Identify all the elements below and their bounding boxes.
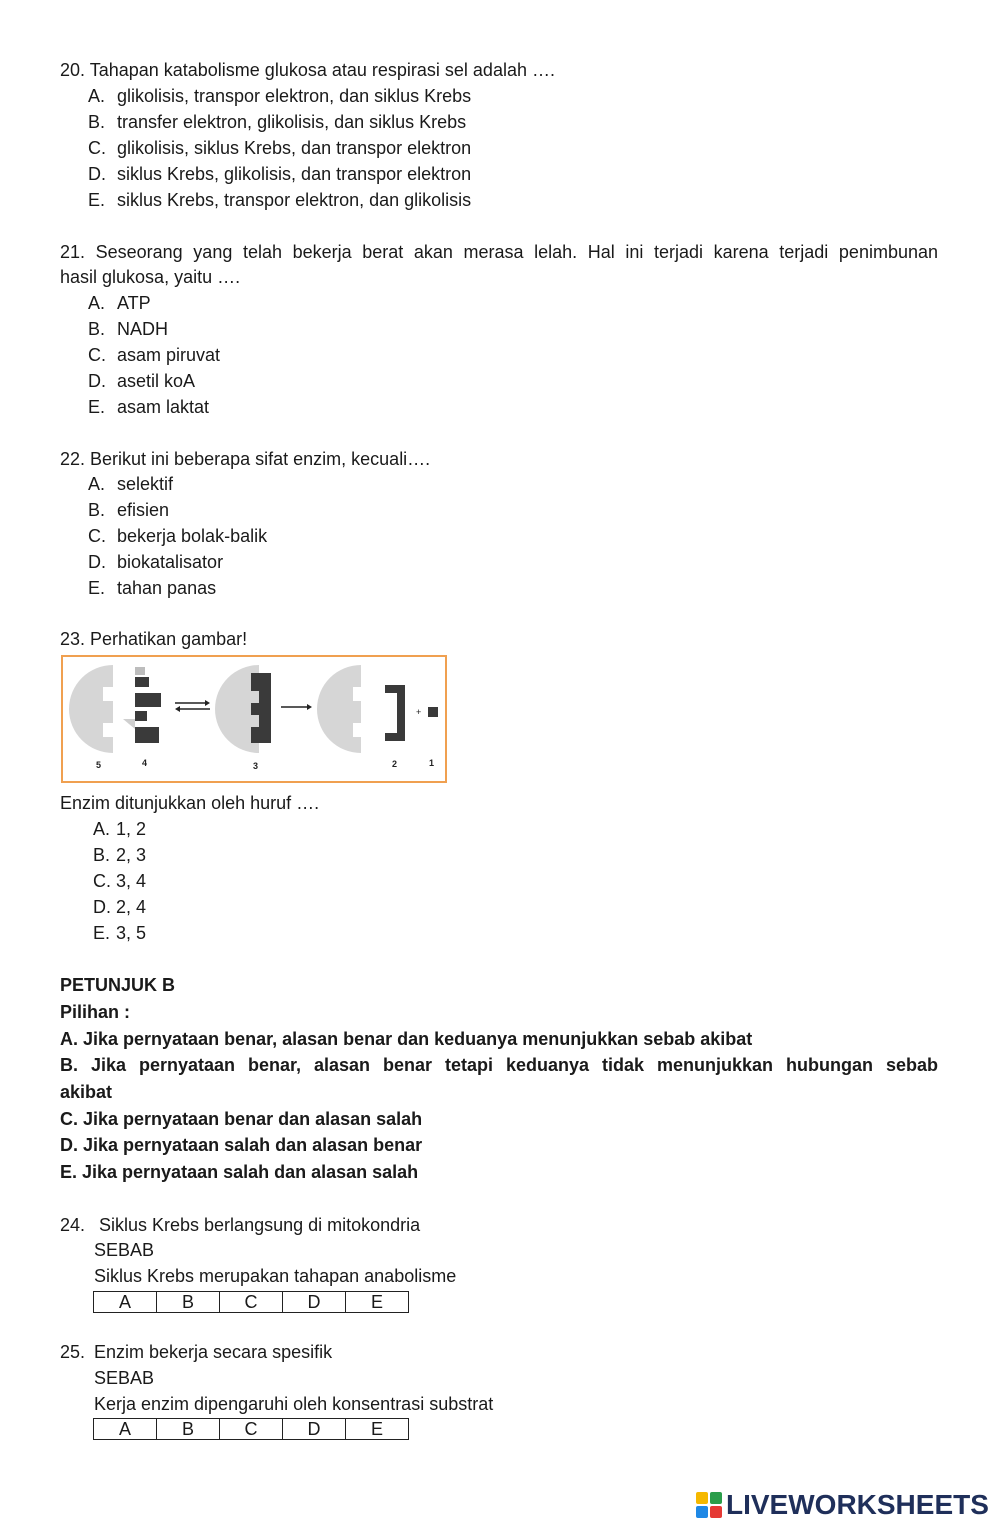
substrate-piece-shadow: [123, 719, 135, 729]
option-letter: A.: [93, 819, 111, 839]
q24-choice-d[interactable]: D: [283, 1292, 346, 1313]
option-text: siklus Krebs, transpor elektron, dan glikolisis: [117, 190, 472, 210]
option-text: glikolisis, siklus Krebs, dan transpor elektron: [117, 138, 472, 158]
q24-choice-b[interactable]: B: [157, 1292, 220, 1313]
q20-option-b: [88, 111, 466, 133]
option-letter: C.: [88, 345, 106, 365]
substrate-piece-b: [135, 693, 161, 707]
q23-option-b: [93, 844, 146, 866]
option-letter: C.: [93, 871, 111, 891]
substrate-piece-c: [135, 711, 147, 721]
option-text: glikolisis, transpor elektron, dan siklus Krebs: [117, 86, 472, 106]
product-square: [428, 707, 438, 717]
option-text: asam laktat: [117, 397, 210, 417]
equilibrium-arrowhead-forward: [205, 700, 210, 706]
option-letter: B.: [88, 112, 106, 132]
figure-plus-sign: +: [416, 707, 422, 717]
option-letter: E.: [88, 397, 106, 417]
option-letter: B.: [88, 319, 106, 339]
option-text: efisien: [117, 500, 170, 520]
q23-option-c: [93, 870, 146, 892]
q20-option-a: [88, 85, 471, 107]
option-letter: E.: [88, 578, 106, 598]
q25-choice-d[interactable]: D: [283, 1419, 346, 1440]
option-letter: D.: [88, 552, 106, 572]
option-text: transfer elektron, glikolisis, dan siklus Krebs: [117, 112, 467, 132]
option-text: asam piruvat: [117, 345, 221, 365]
substrate-piece-a: [135, 677, 149, 687]
q25-sebab: SEBAB: [94, 1368, 155, 1388]
q24-choice-e[interactable]: E: [346, 1292, 409, 1313]
option-letter: E.: [88, 190, 106, 210]
q25-choice-e[interactable]: E: [346, 1419, 409, 1440]
petunjuk-option-a: A. Jika pernyataan benar, alasan benar dan keduanya menunjukkan sebab akibat: [60, 1029, 753, 1049]
q25-choice-b[interactable]: B: [157, 1419, 220, 1440]
q21-option-e: [88, 396, 209, 418]
figure-label-3: 3: [253, 761, 259, 771]
option-text: 3, 5: [116, 923, 147, 943]
q25-choice-a[interactable]: A: [94, 1419, 157, 1440]
petunjuk-option-e: E. Jika pernyataan salah dan alasan salah: [60, 1162, 419, 1182]
figure-label-4: 4: [142, 758, 148, 768]
option-letter: C.: [88, 526, 106, 546]
q21-option-c: [88, 344, 220, 366]
option-letter: A.: [88, 86, 106, 106]
option-letter: C.: [88, 138, 106, 158]
enzyme-diagram: [61, 655, 447, 783]
q25-answer-table: [93, 1418, 409, 1440]
option-text: asetil koA: [117, 371, 196, 391]
option-letter: D.: [88, 371, 106, 391]
q23-question: 23. Perhatikan gambar!: [60, 629, 248, 649]
option-text: 3, 4: [116, 871, 147, 891]
option-text: siklus Krebs, glikolisis, dan transpor elektron: [117, 164, 472, 184]
q21-question-line2: hasil glukosa, yaitu ….: [60, 267, 241, 287]
petunjuk-option-d: D. Jika pernyataan salah dan alasan benar: [60, 1135, 423, 1155]
q24-sebab: SEBAB: [94, 1240, 155, 1260]
option-text: 2, 3: [116, 845, 147, 865]
q23-prompt: Enzim ditunjukkan oleh huruf ….: [60, 793, 320, 813]
q24-number: 24.: [60, 1215, 86, 1235]
q24-answer-table: [93, 1291, 409, 1313]
q24-choice-c[interactable]: C: [220, 1292, 283, 1313]
q21-option-a: [88, 292, 151, 314]
q22-option-a: [88, 473, 173, 495]
option-letter: B.: [93, 845, 111, 865]
enzyme-shape-5: [69, 665, 113, 753]
q22-option-c: [88, 525, 267, 547]
option-text: selektif: [117, 474, 174, 494]
q23-option-a: [93, 818, 146, 840]
reaction-arrowhead: [307, 704, 312, 710]
q20-option-e: [88, 189, 471, 211]
option-text: ATP: [117, 293, 151, 313]
q22-question: 22. Berikut ini beberapa sifat enzim, kecuali….: [60, 449, 431, 469]
product-bracket: [385, 685, 405, 741]
option-text: 2, 4: [116, 897, 147, 917]
figure-label-2: 2: [392, 759, 398, 769]
q22-option-d: [88, 551, 223, 573]
q25-statement: Enzim bekerja secara spesifik: [94, 1342, 333, 1362]
liveworksheets-logo-text: LIVEWORKSHEETS: [726, 1489, 989, 1520]
option-letter: A.: [88, 293, 106, 313]
liveworksheets-logo: [696, 1490, 989, 1520]
petunjuk-option-c: C. Jika pernyataan benar dan alasan salah: [60, 1109, 423, 1129]
q25-number: 25.: [60, 1342, 86, 1362]
option-letter: D.: [93, 897, 111, 917]
option-text: tahan panas: [117, 578, 217, 598]
option-text: 1, 2: [116, 819, 147, 839]
petunjuk-option-b-line1: B. Jika pernyataan benar, alasan benar tetapi keduanya tidak menunjukkan hubungan sebab: [60, 1055, 938, 1075]
equilibrium-arrowhead-back: [175, 706, 180, 712]
q24-choice-a[interactable]: A: [94, 1292, 157, 1313]
substrate-bound-3: [251, 673, 271, 743]
q22-option-b: [88, 499, 169, 521]
option-letter: E.: [93, 923, 111, 943]
figure-label-5: 5: [96, 760, 102, 770]
q21-question-line1: 21. Seseorang yang telah bekerja berat akan merasa lelah. Hal ini terjadi karena terjadi penimbunan: [60, 242, 938, 262]
option-letter: A.: [88, 474, 106, 494]
petunjuk-option-b-line2: akibat: [60, 1082, 113, 1102]
option-text: bekerja bolak-balik: [117, 526, 268, 546]
substrate-piece-d: [135, 727, 159, 743]
q25-choice-c[interactable]: C: [220, 1419, 283, 1440]
q21-option-b: [88, 318, 168, 340]
q23-option-d: [93, 896, 146, 918]
q21-option-d: [88, 370, 195, 392]
petunjuk-title: PETUNJUK B: [60, 975, 176, 995]
q25-reason: Kerja enzim dipengaruhi oleh konsentrasi substrat: [94, 1394, 494, 1414]
q20-question: 20. Tahapan katabolisme glukosa atau respirasi sel adalah ….: [60, 60, 555, 80]
option-letter: D.: [88, 164, 106, 184]
option-text: NADH: [117, 319, 169, 339]
q23-option-e: [93, 922, 146, 944]
q24-statement: Siklus Krebs berlangsung di mitokondria: [99, 1215, 421, 1235]
liveworksheets-logo-icon: [696, 1492, 722, 1518]
figure-label-1: 1: [429, 758, 435, 768]
option-letter: B.: [88, 500, 106, 520]
petunjuk-pilihan: Pilihan :: [60, 1002, 131, 1022]
q24-reason: Siklus Krebs merupakan tahapan anabolisme: [94, 1266, 457, 1286]
q22-option-e: [88, 577, 216, 599]
substrate-piece-top: [135, 667, 145, 675]
option-text: biokatalisator: [117, 552, 224, 572]
q20-option-c: [88, 137, 471, 159]
enzyme-shape-2: [317, 665, 361, 753]
q20-option-d: [88, 163, 471, 185]
